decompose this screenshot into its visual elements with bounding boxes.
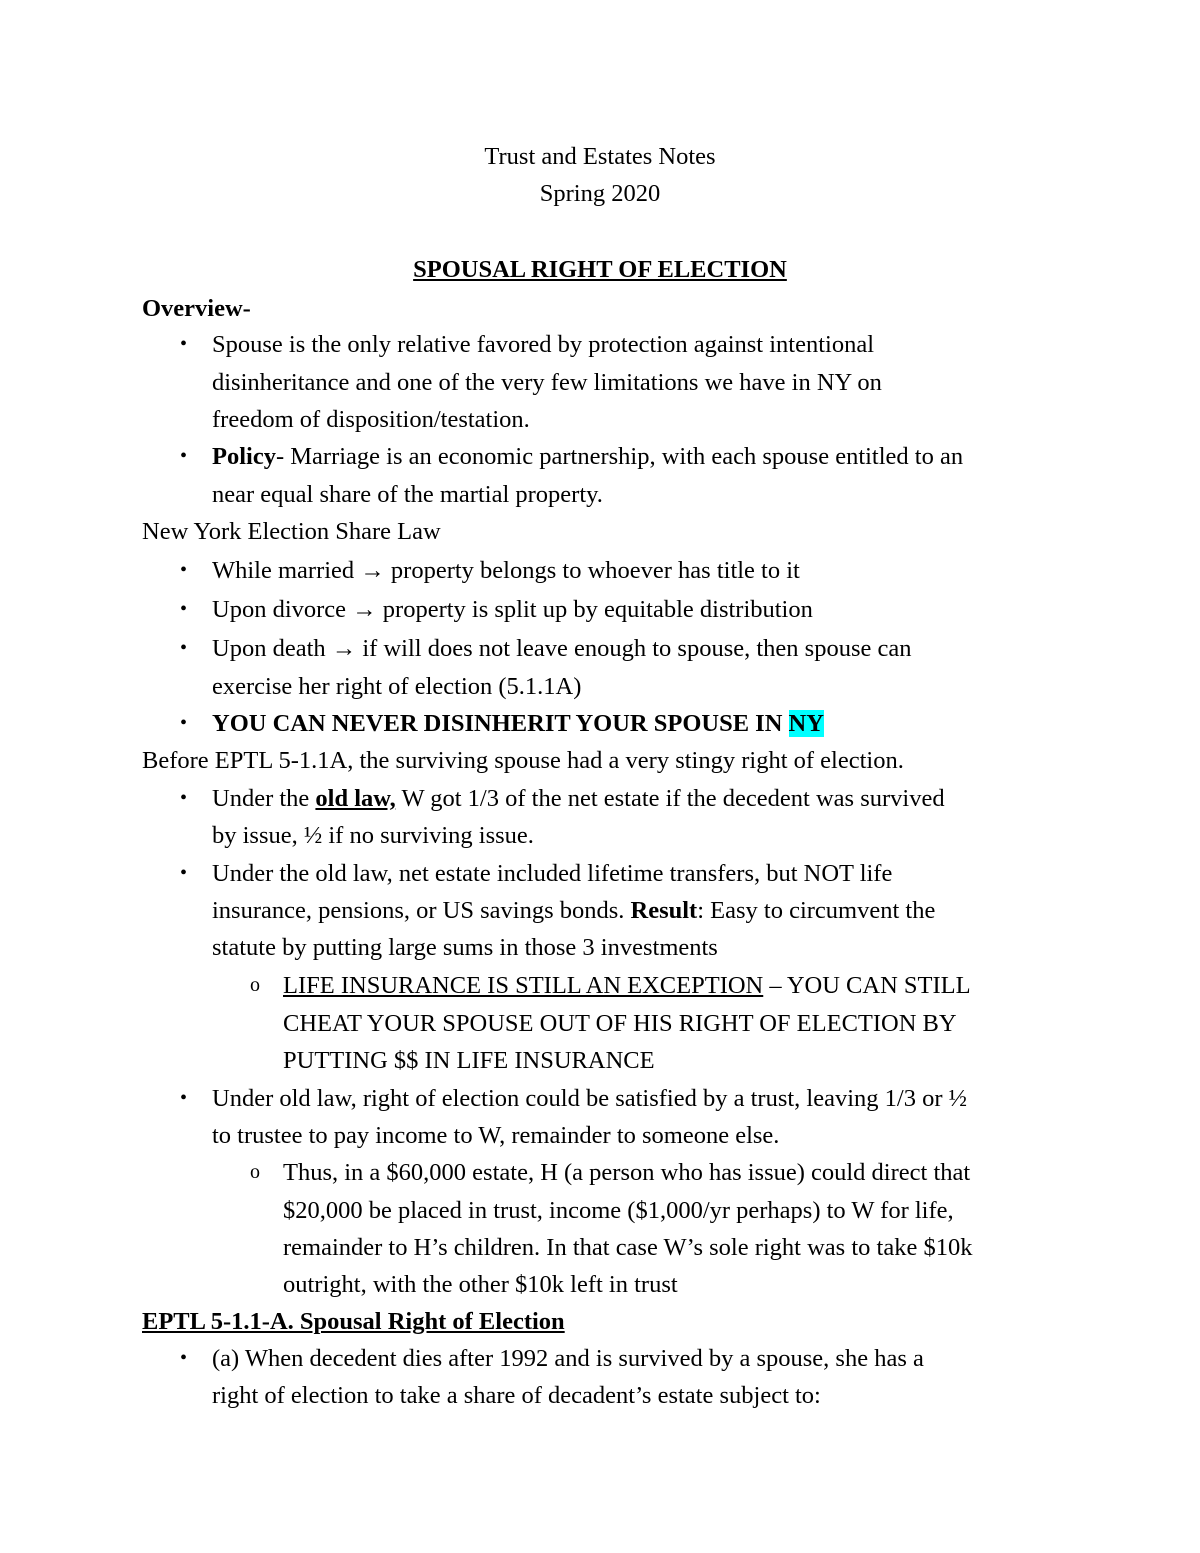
example-line-3: remainder to H’s children. In that case W’s sole right was to take $10k <box>283 1234 973 1261</box>
upon-death-line-1 <box>212 635 911 663</box>
life-insurance-exception: LIFE INSURANCE IS STILL AN EXCEPTION <box>283 972 764 999</box>
life-insurance-line-3: PUTTING $$ IN LIFE INSURANCE <box>283 1047 655 1074</box>
life-insurance-line-2: CHEAT YOUR SPOUSE OUT OF HIS RIGHT OF ELECTION BY <box>283 1010 957 1037</box>
net-estate-line-1: Under the old law, net estate included lifetime transfers, but NOT life <box>212 860 893 887</box>
overview-bullet-1-line-2: disinheritance and one of the very few limitations we have in NY on <box>212 369 882 396</box>
section-heading-spousal-right <box>0 256 1200 284</box>
old-law-line-2: by issue, ½ if no surviving issue. <box>212 822 534 849</box>
bullet-icon: • <box>180 559 188 581</box>
overview-label: Overview- <box>142 295 251 322</box>
arrow-right-icon: → <box>331 635 357 662</box>
bullet-icon: • <box>180 712 188 734</box>
section-heading-text: SPOUSAL RIGHT OF ELECTION <box>413 256 787 283</box>
overview-bullet-1-line-1: Spouse is the only relative favored by protection against intentional <box>212 331 875 358</box>
eptl-heading: EPTL 5-1.1-A. Spousal Right of Election <box>142 1308 565 1335</box>
example-line-1: Thus, in a $60,000 estate, H (a person who has issue) could direct that <box>283 1159 971 1186</box>
upon-death-text: if will does not leave enough to spouse, then spouse can <box>356 635 912 662</box>
while-married-label: While married <box>212 557 361 584</box>
overview-bullet-1-line-3: freedom of disposition/testation. <box>212 406 530 433</box>
before-eptl-intro: Before EPTL 5-1.1A, the surviving spouse had a very stingy right of election. <box>142 747 904 774</box>
arrow-right-icon: → <box>352 596 377 623</box>
life-insurance-line-1 <box>283 972 971 1000</box>
bullet-icon: • <box>180 1087 188 1109</box>
bullet-icon: • <box>180 787 188 809</box>
ny-law-heading: New York Election Share Law <box>142 518 441 545</box>
upon-divorce-text: property is split up by equitable distribution <box>376 596 813 623</box>
example-line-4: outright, with the other $10k left in trust <box>283 1271 678 1298</box>
old-law-prefix: Under the <box>212 785 316 812</box>
highlighted-ny: NY <box>788 710 824 737</box>
old-law-line-1 <box>212 785 945 813</box>
net-estate-line-2 <box>212 897 935 925</box>
arrow-right-icon: → <box>360 557 385 584</box>
net-estate-line-3: statute by putting large sums in those 3 investments <box>212 934 718 961</box>
eptl-a-line-1: (a) When decedent dies after 1992 and is survived by a spouse, she has a <box>212 1345 924 1372</box>
example-line-2: $20,000 be placed in trust, income ($1,000/yr perhaps) to W for life, <box>283 1197 954 1224</box>
net-estate-text: insurance, pensions, or US savings bonds. <box>212 897 631 924</box>
policy-text: - Marriage is an economic partnership, with each spouse entitled to an <box>275 443 964 470</box>
upon-death-line-2: exercise her right of election (5.1.1A) <box>212 673 582 700</box>
trust-line-2: to trustee to pay income to W, remainder to someone else. <box>212 1122 780 1149</box>
eptl-a-line-2: right of election to take a share of decadent’s estate subject to: <box>212 1382 821 1409</box>
bullet-icon: • <box>180 598 188 620</box>
bullet-icon: • <box>180 637 188 659</box>
result-label: Result <box>630 897 698 924</box>
policy-label: Policy <box>212 443 276 470</box>
policy-line-2: near equal share of the martial property. <box>212 481 603 508</box>
sub-bullet-icon: o <box>250 1161 260 1183</box>
bullet-icon: • <box>180 862 188 884</box>
old-law-term: old law, <box>315 785 396 812</box>
bullet-icon: • <box>180 445 188 467</box>
bullet-icon: • <box>180 333 188 355</box>
never-disinherit-line <box>212 710 824 738</box>
life-insurance-text: – YOU CAN STILL <box>763 972 971 999</box>
upon-death-label: Upon death <box>212 635 332 662</box>
sub-bullet-icon: o <box>250 974 260 996</box>
result-text: : Easy to circumvent the <box>697 897 936 924</box>
document-term: Spring 2020 <box>539 180 661 207</box>
bullet-icon: • <box>180 1347 188 1369</box>
upon-divorce-label: Upon divorce <box>212 596 353 623</box>
upon-divorce-line <box>212 596 813 624</box>
while-married-line <box>212 557 800 585</box>
policy-line-1 <box>212 443 963 471</box>
while-married-text: property belongs to whoever has title to it <box>384 557 800 584</box>
old-law-text: W got 1/3 of the net estate if the decedent was survived <box>395 785 945 812</box>
document-title: Trust and Estates Notes <box>484 143 716 170</box>
never-disinherit-text: YOU CAN NEVER DISINHERIT YOUR SPOUSE IN <box>212 710 789 737</box>
trust-line-1: Under old law, right of election could be satisfied by a trust, leaving 1/3 or ½ <box>212 1085 968 1112</box>
